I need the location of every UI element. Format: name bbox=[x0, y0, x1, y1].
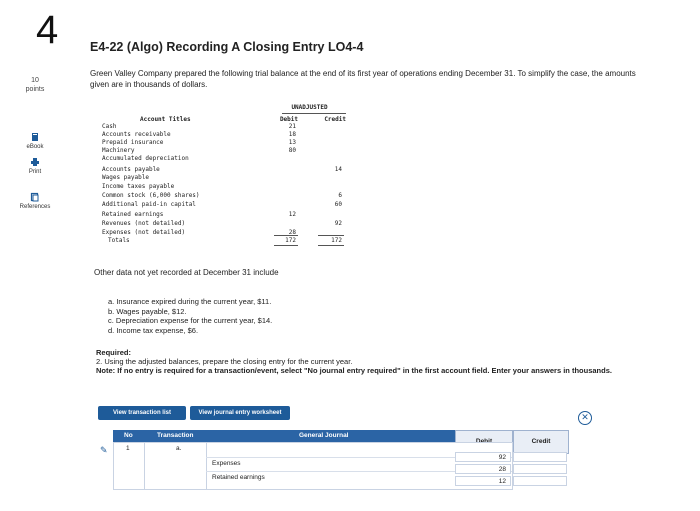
table-row: Accumulated depreciation bbox=[102, 155, 189, 162]
edit-pencil-icon[interactable]: ✎ bbox=[100, 445, 108, 455]
view-journal-worksheet-button[interactable]: View journal entry worksheet bbox=[190, 406, 290, 420]
list-item: c. Depreciation expense for the current year, $14. bbox=[108, 316, 273, 325]
journal-entry-row bbox=[113, 442, 513, 490]
table-row: Retained earnings 12 bbox=[102, 211, 296, 218]
list-item: a. Insurance expired during the current year, $11. bbox=[108, 297, 272, 306]
required-section bbox=[96, 348, 656, 375]
other-data-list bbox=[108, 297, 272, 335]
close-icon[interactable]: ✕ bbox=[578, 411, 592, 425]
book-icon bbox=[30, 132, 40, 142]
credit-input[interactable] bbox=[513, 476, 567, 486]
credit-input[interactable] bbox=[513, 464, 567, 474]
view-transaction-list-button[interactable]: View transaction list bbox=[98, 406, 186, 420]
table-row: Accounts payable 14 bbox=[102, 166, 342, 173]
table-row: Revenues (not detailed) 92 bbox=[102, 220, 342, 227]
other-data-heading: Other data not yet recorded at December 31 include bbox=[94, 268, 279, 277]
required-note: Note: If no entry is required for a transaction/event, select "No journal entry required" in the first account field. Enter your answers in thousands. bbox=[96, 366, 612, 375]
table-row: Additional paid-in capital 60 bbox=[102, 201, 342, 208]
header-general-journal: General Journal bbox=[299, 432, 349, 439]
tb-header-unadjusted: UNADJUSTED bbox=[291, 104, 328, 111]
sidebar-item-label: References bbox=[19, 204, 51, 210]
tb-header-credit: Credit bbox=[324, 116, 346, 123]
print-icon bbox=[30, 157, 40, 167]
intro-text: Green Valley Company prepared the following trial balance at the end of its first year of operations ending December 31. To simplify the case, the amounts given are in thousands of dollars. bbox=[90, 69, 636, 89]
header-credit: Credit bbox=[513, 430, 569, 454]
list-item: d. Income tax expense, $6. bbox=[108, 325, 199, 335]
points-indicator bbox=[22, 76, 48, 94]
sidebar-item-print[interactable] bbox=[18, 157, 52, 175]
table-row: Machinery 80 bbox=[102, 147, 296, 154]
tb-header-account: Account Titles bbox=[140, 116, 191, 123]
references-icon bbox=[30, 192, 40, 202]
table-row-total: Totals 172 172 bbox=[108, 237, 342, 244]
header-transaction: Transaction bbox=[157, 432, 194, 439]
table-row: Accounts receivable 18 bbox=[102, 131, 296, 138]
points-label: points bbox=[25, 86, 45, 93]
question-title: E4-22 (Algo) Recording A Closing Entry LO4-4 bbox=[90, 40, 364, 54]
table-row: Prepaid insurance 13 bbox=[102, 139, 296, 146]
sidebar-item-label: eBook bbox=[26, 144, 44, 150]
sidebar-item-references[interactable] bbox=[18, 192, 52, 210]
table-row: Wages payable bbox=[102, 174, 149, 181]
sidebar-item-ebook[interactable] bbox=[18, 132, 52, 150]
table-row: Cash 21 bbox=[102, 123, 296, 130]
account-field[interactable]: Retained earnings bbox=[212, 474, 265, 481]
required-label: Required: bbox=[96, 348, 132, 357]
tb-header-debit: Debit bbox=[279, 116, 298, 123]
table-row: Income taxes payable bbox=[102, 183, 175, 190]
table-row: Common stock (6,000 shares) 6 bbox=[102, 192, 342, 199]
credit-input[interactable] bbox=[513, 452, 567, 462]
debit-input[interactable]: 92 bbox=[455, 452, 511, 462]
points-value: 10 bbox=[31, 77, 39, 84]
table-row: Expenses (not detailed) 28 bbox=[102, 229, 296, 236]
question-number: 4 bbox=[36, 8, 59, 52]
list-item: b. Wages payable, $12. bbox=[108, 306, 187, 316]
debit-input[interactable]: 28 bbox=[455, 464, 511, 474]
sidebar-item-label: Print bbox=[28, 169, 42, 175]
debit-input[interactable]: 12 bbox=[455, 476, 511, 486]
required-instruction: 2. Using the adjusted balances, prepare the closing entry for the current year. bbox=[96, 357, 353, 366]
entry-transaction: a. bbox=[176, 445, 182, 452]
entry-number: 1 bbox=[126, 445, 130, 452]
account-field[interactable]: Expenses bbox=[212, 460, 241, 467]
header-no: No bbox=[124, 432, 133, 439]
